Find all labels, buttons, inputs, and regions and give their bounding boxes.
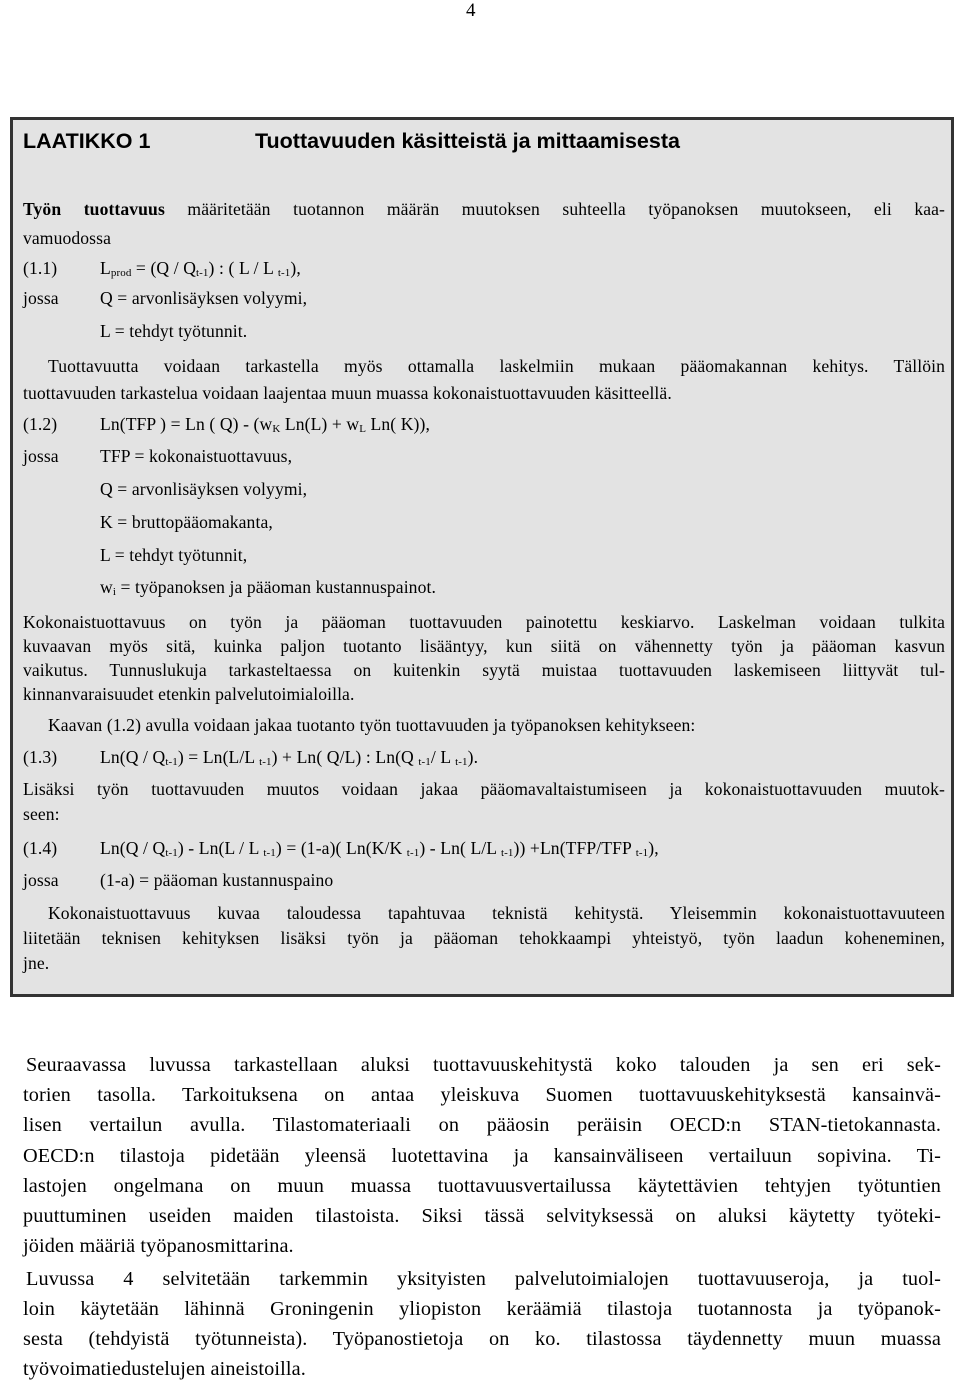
body-paragraph-1-line: puuttuminen useiden maiden tilastoista. Siksi tässä selvityksessä on aluksi käytetty työteki- — [23, 1205, 941, 1227]
intro-bold-term: Työn tuottavuus — [23, 199, 165, 219]
definition-l: L = tehdyt työtunnit. — [100, 321, 248, 341]
paragraph-3: Kaavan (1.2) avulla voidaan jakaa tuotanto työn tuottavuuden ja työpanoksen kehitykseen: — [48, 715, 696, 735]
paragraph-1-line-2: tuottavuuden tarkastelua voidaan laajentaa muun muassa kokonaistuottavuuden käsitteellä. — [23, 383, 672, 403]
page-number: 4 — [466, 0, 476, 21]
equation-number: (1.4) — [23, 838, 58, 858]
eq-part: ) + Ln( Q/L) : Ln(Q — [271, 747, 419, 767]
body-paragraph-2-line: työvoimatiedustelujen aineistoilla. — [23, 1358, 306, 1380]
eq-part: = työpanoksen ja pääoman kustannuspainot. — [115, 577, 436, 597]
intro-line-2: vamuodossa — [23, 228, 111, 248]
body-paragraph-1-line: torien tasolla. Tarkoituksena on antaa yleiskuva Suomen tuottavuuskehityksestä kansainvä- — [23, 1084, 941, 1106]
eq-sub: i — [112, 586, 116, 598]
eq-sub: t-1 — [455, 756, 468, 768]
eq-part: Ln(Q / Q — [100, 747, 166, 767]
paragraph-2-line-4: kinnanvaraisuudet etenkin palvelutoimialoilla. — [23, 684, 355, 704]
eq-sub: t-1 — [165, 756, 178, 768]
intro-line-1 — [23, 199, 945, 220]
body-paragraph-2-line: Luvussa 4 selvitetään tarkemmin yksityisten palvelutoimialojen tuottavuuseroja, ja tuol- — [26, 1268, 941, 1290]
body-paragraph-2-line: loin käytetään lähinnä Groningenin yliopiston keräämiä tilastoja tuotannosta ja työpanok- — [23, 1298, 941, 1320]
definition-w — [100, 577, 436, 598]
definition-k: K = bruttopääomakanta, — [100, 512, 273, 532]
eq-part: Ln( K)), — [366, 414, 430, 434]
eq-part: ), — [290, 258, 301, 278]
equation-1-1 — [23, 258, 301, 279]
box-title — [23, 129, 680, 154]
paragraph-2-line-3: vaikutus. Tunnuslukuja tarkasteltaessa on kuitenkin syytä muistaa tuottavuuden laskemiseen liittyvät tul- — [23, 660, 945, 680]
definition-q — [23, 288, 307, 309]
equation-number: (1.3) — [23, 747, 58, 767]
eq-part: w — [100, 577, 113, 597]
jossa-label: jossa — [23, 870, 59, 890]
eq-part: Ln(TFP ) = Ln ( Q) - (w — [100, 414, 273, 434]
eq-sub: t-1 — [418, 756, 431, 768]
eq-part: ) = (1-a)( Ln(K/K — [275, 838, 407, 858]
eq-sub: K — [272, 423, 281, 435]
jossa-label: jossa — [23, 446, 59, 466]
equation-number: (1.2) — [23, 414, 58, 434]
eq-sub: t-1 — [263, 847, 276, 859]
paragraph-1-line-1: Tuottavuutta voidaan tarkastella myös ottamalla laskelmiin mukaan pääomakannan kehitys. Tällöin — [48, 356, 945, 376]
paragraph-4-line-1: Lisäksi työn tuottavuuden muutos voidaan jakaa pääomavaltaistumiseen ja kokonaistuottavuuden muutok- — [23, 779, 945, 799]
eq-sub: t-1 — [259, 756, 272, 768]
eq-sub: t-1 — [196, 267, 209, 279]
eq-sub: L — [359, 423, 367, 435]
eq-part: Ln(Q / Q — [100, 838, 166, 858]
eq-sub: t-1 — [406, 847, 420, 859]
eq-part: ). — [467, 747, 479, 767]
paragraph-2-line-1: Kokonaistuottavuus on työn ja pääoman tuottavuuden painotettu keskiarvo. Laskelman voidaan tulkita — [23, 612, 945, 632]
equation-1-2 — [23, 414, 430, 435]
eq-part: / L — [430, 747, 456, 767]
definition-text: (1-a) = pääoman kustannuspaino — [100, 870, 334, 890]
intro-text: määritetään tuotannon määrän muutoksen suhteella työpanoksen muutokseen, eli kaa- — [164, 199, 945, 219]
eq-part: Ln(L) + w — [280, 414, 360, 434]
eq-part: ) = Ln(L/L — [177, 747, 260, 767]
definition-text: Q = arvonlisäyksen volyymi, — [100, 288, 308, 308]
eq-sub: t-1 — [165, 847, 178, 859]
paragraph-5-line-3: jne. — [23, 953, 50, 973]
eq-sub: t-1 — [277, 267, 291, 279]
jossa-label: jossa — [23, 288, 59, 308]
eq-sub: t-1 — [500, 847, 514, 859]
eq-part: ) : ( L / L — [208, 258, 278, 278]
definition-text: TFP = kokonaistuottavuus, — [100, 446, 293, 466]
eq-part: = (Q / Q — [131, 258, 197, 278]
box-heading: Tuottavuuden käsitteistä ja mittaamisesta — [255, 129, 680, 153]
definition-q2: Q = arvonlisäyksen volyymi, — [100, 479, 308, 499]
eq-part: L — [100, 258, 111, 278]
eq-part: ) - Ln(L / L — [177, 838, 264, 858]
body-paragraph-1-line: lastojen ongelmana on muun muassa tuottavuusvertailussa käytettävien tehtyjen työtuntien — [23, 1175, 941, 1197]
paragraph-2-line-2: kuvaavan myös sitä, kuinka paljon tuotanto lisääntyy, kun siitä on vähennetty työn ja pääoman kasvun — [23, 636, 945, 656]
equation-number: (1.1) — [23, 258, 58, 278]
eq-sub: prod — [110, 267, 132, 279]
paragraph-4-line-2: seen: — [23, 804, 60, 824]
equation-1-4 — [23, 838, 659, 859]
body-paragraph-1-line: Seuraavassa luvussa tarkastellaan aluksi tuottavuuskehitystä koko talouden ja sen eri sek- — [26, 1054, 941, 1076]
eq-part: )) +Ln(TFP/TFP — [513, 838, 636, 858]
eq-sub: t-1 — [635, 847, 649, 859]
definition-l2: L = tehdyt työtunnit, — [100, 545, 248, 565]
box-label: LAATIKKO 1 — [23, 129, 151, 153]
body-paragraph-1-line: lisen vertailun avulla. Tilastomateriaali on pääosin peräisin OECD:n STAN-tietokannasta. — [23, 1114, 941, 1136]
paragraph-5-line-2: liitetään teknisen kehityksen lisäksi työn ja pääoman tehokkaampi yhteistyö, työn laadun koheneminen, — [23, 928, 945, 948]
paragraph-5-line-1: Kokonaistuottavuus kuvaa taloudessa tapahtuvaa teknistä kehitystä. Yleisemmin kokonaistuottavuuteen — [48, 903, 945, 923]
body-paragraph-1-line: jöiden määriä työpanosmittarina. — [23, 1235, 294, 1257]
eq-part: ) - Ln( L/L — [419, 838, 501, 858]
equation-1-3 — [23, 747, 478, 768]
body-paragraph-1-line: OECD:n tilastoja pidetään yleensä luotettavina ja kansainväliseen vertailuun sopivina. Ti- — [23, 1145, 941, 1167]
eq-part: ), — [648, 838, 659, 858]
definition-tfp — [23, 446, 292, 467]
body-paragraph-2-line: sesta (tehdyistä työtunneista). Työpanostietoja on ko. tilastossa täydennetty muun muassa — [23, 1328, 941, 1350]
definition-a — [23, 870, 333, 891]
